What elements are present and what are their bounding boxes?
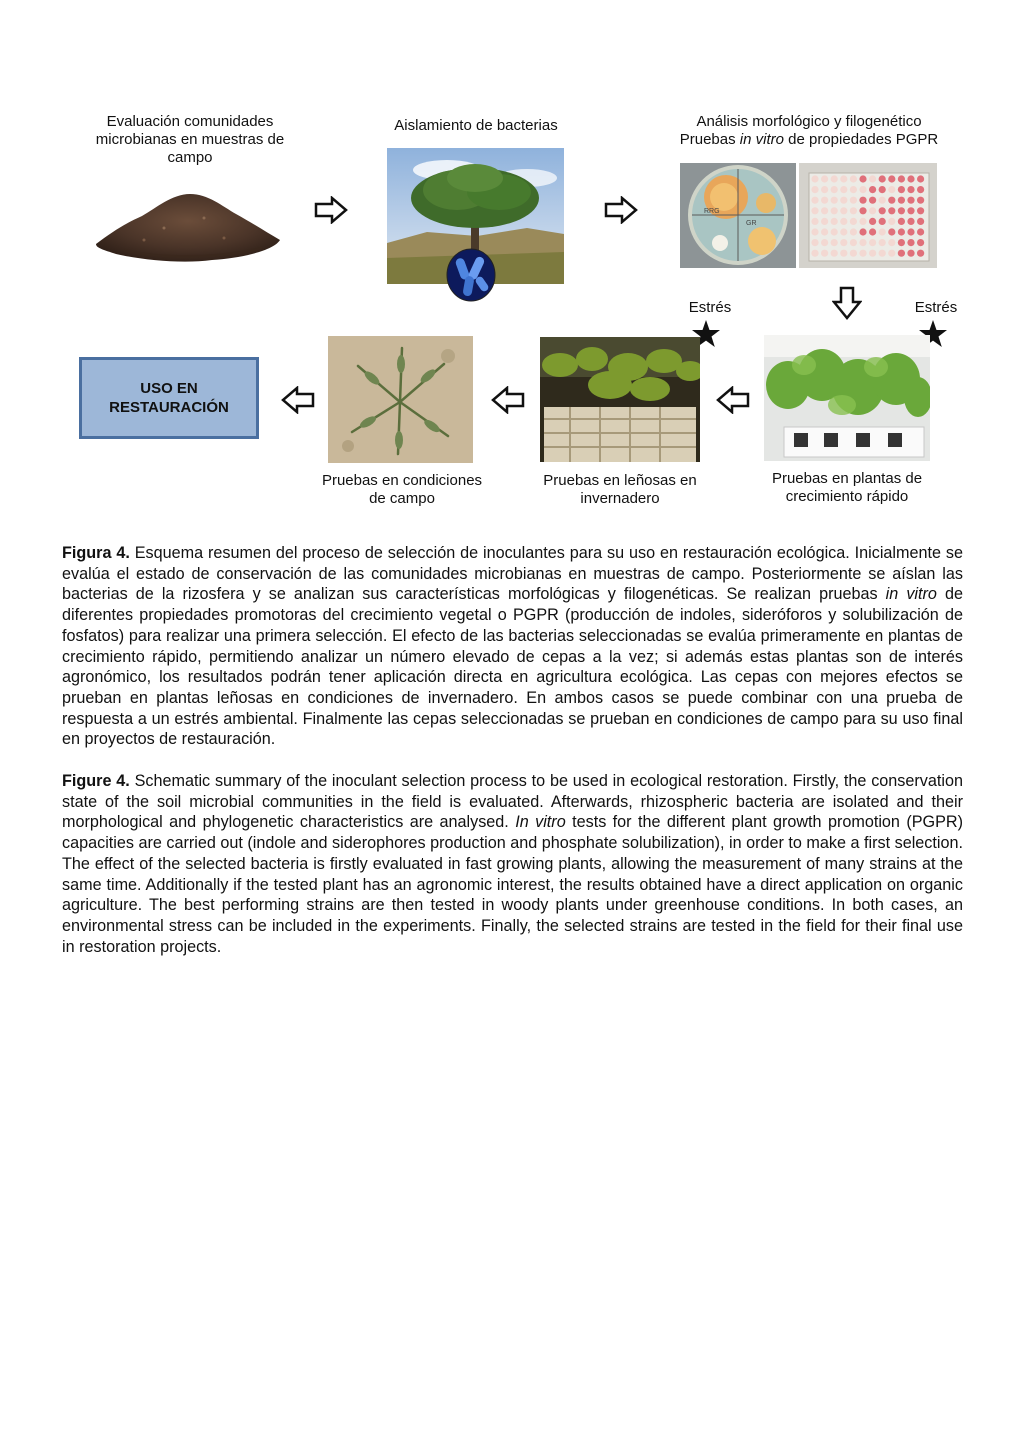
plate-well: [821, 175, 828, 182]
step1-label: Evaluación comunidades microbianas en muestras de campo: [95, 113, 285, 166]
plate-mark: RRG: [704, 208, 720, 215]
plate-well: [869, 186, 876, 193]
plate-well: [831, 197, 838, 204]
plate-well: [831, 218, 838, 225]
flow-arrow-left-icon: [491, 386, 525, 414]
plate-well: [917, 207, 924, 214]
plate-well: [859, 186, 866, 193]
plate-well: [888, 207, 895, 214]
plate-well: [850, 228, 857, 235]
plate-well: [879, 207, 886, 214]
plate-well: [869, 175, 876, 182]
plate-well: [840, 250, 847, 257]
plate-well: [840, 239, 847, 246]
step2-label: Aislamiento de bacterias: [394, 117, 558, 134]
plate-well: [831, 228, 838, 235]
plate-well: [879, 239, 886, 246]
plate-well: [831, 175, 838, 182]
plate-well: [869, 207, 876, 214]
plate-well: [850, 218, 857, 225]
plate-well: [917, 175, 924, 182]
plate-well: [888, 186, 895, 193]
flow-arrow-left-icon: [281, 386, 315, 414]
stress-label: Estrés: [914, 299, 958, 316]
plate-well: [850, 239, 857, 246]
plate-well: [869, 228, 876, 235]
plate-well: [907, 197, 914, 204]
plate-well: [917, 186, 924, 193]
plate-well: [821, 218, 828, 225]
plate-well: [917, 218, 924, 225]
plate-well: [898, 250, 905, 257]
plate-well: [850, 250, 857, 257]
plate-well: [859, 218, 866, 225]
plate-well: [821, 228, 828, 235]
plate-well: [898, 175, 905, 182]
plate-well: [888, 197, 895, 204]
plate-well: [811, 175, 818, 182]
plate-well: [907, 250, 914, 257]
flow-arrow-left-icon: [716, 386, 750, 414]
plate-well: [850, 207, 857, 214]
plate-well: [888, 250, 895, 257]
microplate-image: [799, 163, 937, 268]
plate-well: [821, 250, 828, 257]
plate-well: [869, 239, 876, 246]
restoration-use-label: USO EN RESTAURACIÓN: [109, 380, 229, 416]
plate-well: [821, 207, 828, 214]
plate-well: [888, 239, 895, 246]
plate-well: [811, 239, 818, 246]
plate-well: [821, 186, 828, 193]
plate-well: [907, 218, 914, 225]
plate-well: [821, 239, 828, 246]
plate-well: [840, 207, 847, 214]
flow-arrow-right-icon: [314, 196, 348, 224]
plate-well: [898, 207, 905, 214]
plate-well: [811, 186, 818, 193]
flow-arrow-down-icon: [832, 286, 862, 320]
plate-well: [811, 207, 818, 214]
plate-well: [917, 197, 924, 204]
plate-well: [879, 218, 886, 225]
plate-well: [869, 197, 876, 204]
greenhouse-woody-image: [540, 337, 700, 462]
fast-growing-plants-image: [764, 335, 930, 461]
step3-label: [650, 113, 968, 149]
plate-well: [859, 228, 866, 235]
step5-label: Pruebas en leñosas en invernadero: [543, 472, 697, 507]
plate-well: [869, 218, 876, 225]
plate-well: [898, 197, 905, 204]
plate-well: [811, 197, 818, 204]
restoration-use-box: [79, 357, 259, 439]
plate-well: [907, 239, 914, 246]
plate-well: [898, 186, 905, 193]
field-plant-image: [328, 336, 473, 463]
plate-well: [831, 207, 838, 214]
plate-well: [859, 175, 866, 182]
plate-well: [811, 250, 818, 257]
caption-spanish: Figura 4. Esquema resumen del proceso de selección de inoculantes para su uso en restauración ecológica. Inicialmente se evalúa el estado de conservación de las comunidades microbianas en muestras de campo. Posteriormente se aíslan las bacterias de la rizosfera y se analizan sus características morfológicas y filogenéticas. Se realizan pruebas in vitro de diferentes propiedades promotoras del crecimiento vegetal o PGPR (producción de indoles, sideróforos y solubilización de fosfatos) para realizar una primera selección. El efecto de las bacterias seleccionadas se evalúa primeramente en plantas de crecimiento rápido, permitiendo analizar un número elevado de cepas a la vez; si además estas plantas son de interés agronómico, los resultados podrán tener aplicación directa en agricultura ecológica. Las cepas con mejores efectos se prueban en plantas leñosas en condiciones de invernadero. En ambos casos se puede combinar con una prueba de respuesta a un estrés ambiental. Finalmente las cepas seleccionadas se prueban en condiciones de campo para su uso final en proyectos de restauración.: [62, 544, 963, 749]
flow-arrow-right-icon: [604, 196, 638, 224]
plate-well: [917, 250, 924, 257]
plate-well: [831, 250, 838, 257]
caption-label: Figura 4.: [62, 544, 130, 562]
caption-label: Figure 4.: [62, 772, 130, 790]
plate-well: [888, 218, 895, 225]
plate-well: [907, 175, 914, 182]
plate-well: [840, 228, 847, 235]
plate-well: [879, 175, 886, 182]
plate-well: [917, 239, 924, 246]
plate-well: [840, 175, 847, 182]
step3-label-line1: Análisis morfológico y filogenético: [696, 113, 922, 130]
plate-well: [850, 186, 857, 193]
petri-dish-image: [680, 163, 796, 268]
plate-well: [907, 207, 914, 214]
plate-well: [879, 186, 886, 193]
plate-well: [898, 218, 905, 225]
plate-well: [859, 197, 866, 204]
plate-well: [811, 228, 818, 235]
stress-label: Estrés: [688, 299, 732, 316]
plate-well: [821, 197, 828, 204]
step6-label: Pruebas en condiciones de campo: [321, 472, 483, 507]
plate-well: [888, 175, 895, 182]
plate-well: [879, 197, 886, 204]
soil-sample-image: [94, 188, 282, 270]
plate-well: [907, 228, 914, 235]
plate-well: [879, 228, 886, 235]
plate-well: [917, 228, 924, 235]
plate-well: [859, 207, 866, 214]
plate-well: [898, 239, 905, 246]
plate-well: [811, 218, 818, 225]
plate-well: [888, 228, 895, 235]
plate-well: [907, 186, 914, 193]
plate-well: [859, 239, 866, 246]
plate-well: [859, 250, 866, 257]
plate-well: [840, 218, 847, 225]
plate-well: [850, 197, 857, 204]
plate-well: [869, 250, 876, 257]
plate-well: [840, 186, 847, 193]
plate-well: [831, 186, 838, 193]
plate-well: [840, 197, 847, 204]
plate-mark: GR: [746, 220, 757, 227]
caption-english: Figure 4. Schematic summary of the inoculant selection process to be used in ecological restoration. Firstly, the conservation state of the soil microbial communities in the field is evaluated. Afterwards, rhizospheric bacteria are isolated and their morphological and phylogenetic characteristics are analysed. In vitro tests for the different plant growth promotion (PGPR) capacities are carried out (indole and siderophores production and phosphate solubilization), in order to make a first selection. The effect of the selected bacteria is firstly evaluated in fast growing plants, allowing the measurement of many strains at the same time. Additionally if the tested plant has an agronomic interest, the results obtained have a direct application on organic agriculture. The best performing strains are then tested in woody plants under greenhouse conditions. In both cases, an environmental stress can be included in the experiments. Finally, the selected strains are tested in the field for their final use in restoration projects.: [62, 772, 963, 956]
plate-well: [879, 250, 886, 257]
plate-well: [831, 239, 838, 246]
plate-well: [898, 228, 905, 235]
step3-label-line2: Pruebas in vitro de propiedades PGPR: [679, 131, 939, 148]
step4-label: Pruebas en plantas de crecimiento rápido: [771, 470, 923, 505]
bacteria-icon: [446, 248, 496, 307]
plate-well: [850, 175, 857, 182]
